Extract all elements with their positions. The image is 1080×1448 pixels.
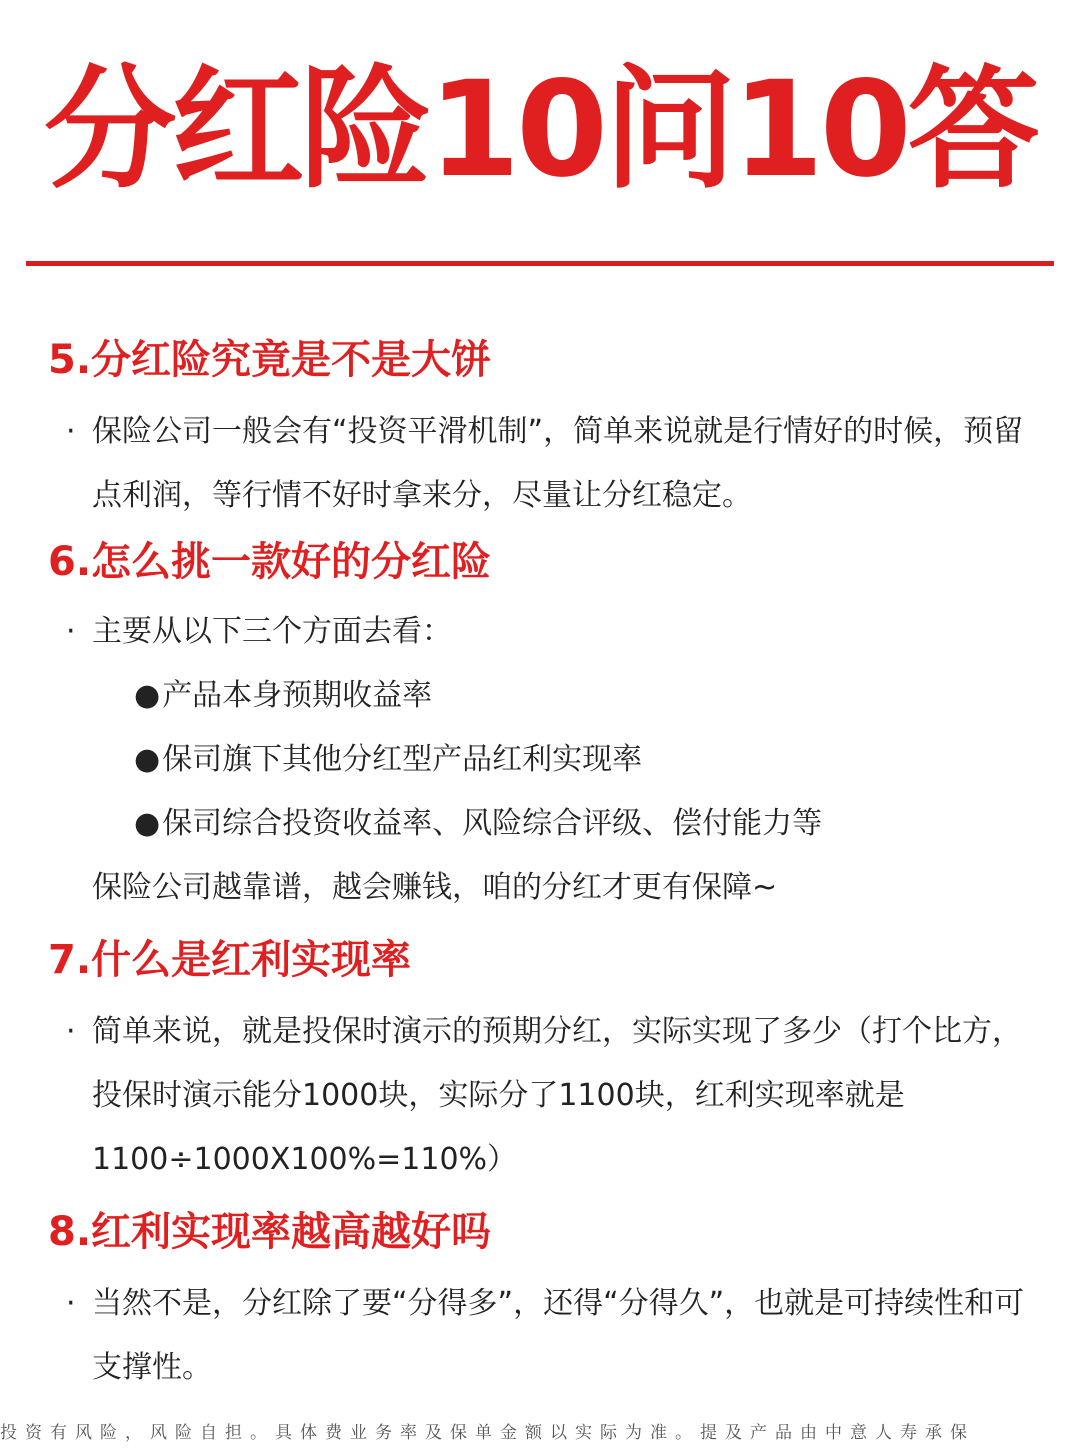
section-8-paragraph — [0, 1272, 1080, 1400]
bullet-text: 产品本身预期收益率 — [162, 678, 433, 713]
section-8-heading: 8.红利实现率越高越好吗 — [48, 1209, 492, 1255]
section-6-text: 主要从以下三个方面去看： — [92, 614, 452, 649]
section-8 — [0, 1202, 1080, 1400]
bullet-text: 保司综合投资收益率、风险综合评级、偿付能力等 — [162, 806, 823, 841]
main-content — [0, 330, 1080, 1400]
section-7-heading: 7.什么是红利实现率 — [48, 937, 412, 983]
section-7 — [0, 930, 1080, 1192]
disclaimer-footer: 投资有风险，风险自担。具体费业务率及保单金额以实际为准。提及产品由中意人寿承保 — [0, 1423, 975, 1443]
section-5-text: 保险公司一般会有“投资平滑机制”，简单来说就是行情好的时候，预留点利润，等行情不好时拿来分，尽量让分红稳定。 — [92, 414, 1024, 513]
section-5-heading: 5.分红险究竟是不是大饼 — [48, 337, 492, 383]
page-title: 分红险10问10答 — [44, 53, 1036, 207]
bullet-mark: ● — [134, 678, 161, 713]
bullet-item — [0, 728, 1080, 792]
section-5 — [0, 330, 1080, 528]
section-6-heading: 6.怎么挑一款好的分红险 — [48, 539, 492, 585]
bullet-mark: ● — [134, 742, 161, 777]
bullet-item — [0, 664, 1080, 728]
section-7-paragraph — [0, 1000, 1080, 1192]
section-5-dot: · — [66, 414, 76, 449]
section-6-closing: 保险公司越靠谱，越会赚钱，咱的分红才更有保障~ — [92, 870, 778, 905]
bullet-item — [0, 792, 1080, 856]
bullet-mark: ● — [134, 806, 161, 841]
section-6-paragraph — [0, 600, 1080, 664]
bullet-text: 保司旗下其他分红型产品红利实现率 — [162, 742, 643, 777]
section-7-text: 简单来说，就是投保时演示的预期分红，实际实现了多少（打个比方，投保时演示能分1000块，实际分了1100块，红利实现率就是1100÷1000X100%=110%） — [92, 1014, 1022, 1177]
section-8-dot: · — [66, 1286, 76, 1321]
section-7-dot: · — [66, 1014, 76, 1049]
section-6-dot: · — [66, 614, 76, 649]
section-8-text: 当然不是，分红除了要“分得多”，还得“分得久”，也就是可持续性和可支撑性。 — [92, 1286, 1025, 1385]
title-divider — [26, 261, 1054, 266]
section-6 — [0, 532, 1080, 920]
section-5-paragraph — [0, 400, 1080, 528]
